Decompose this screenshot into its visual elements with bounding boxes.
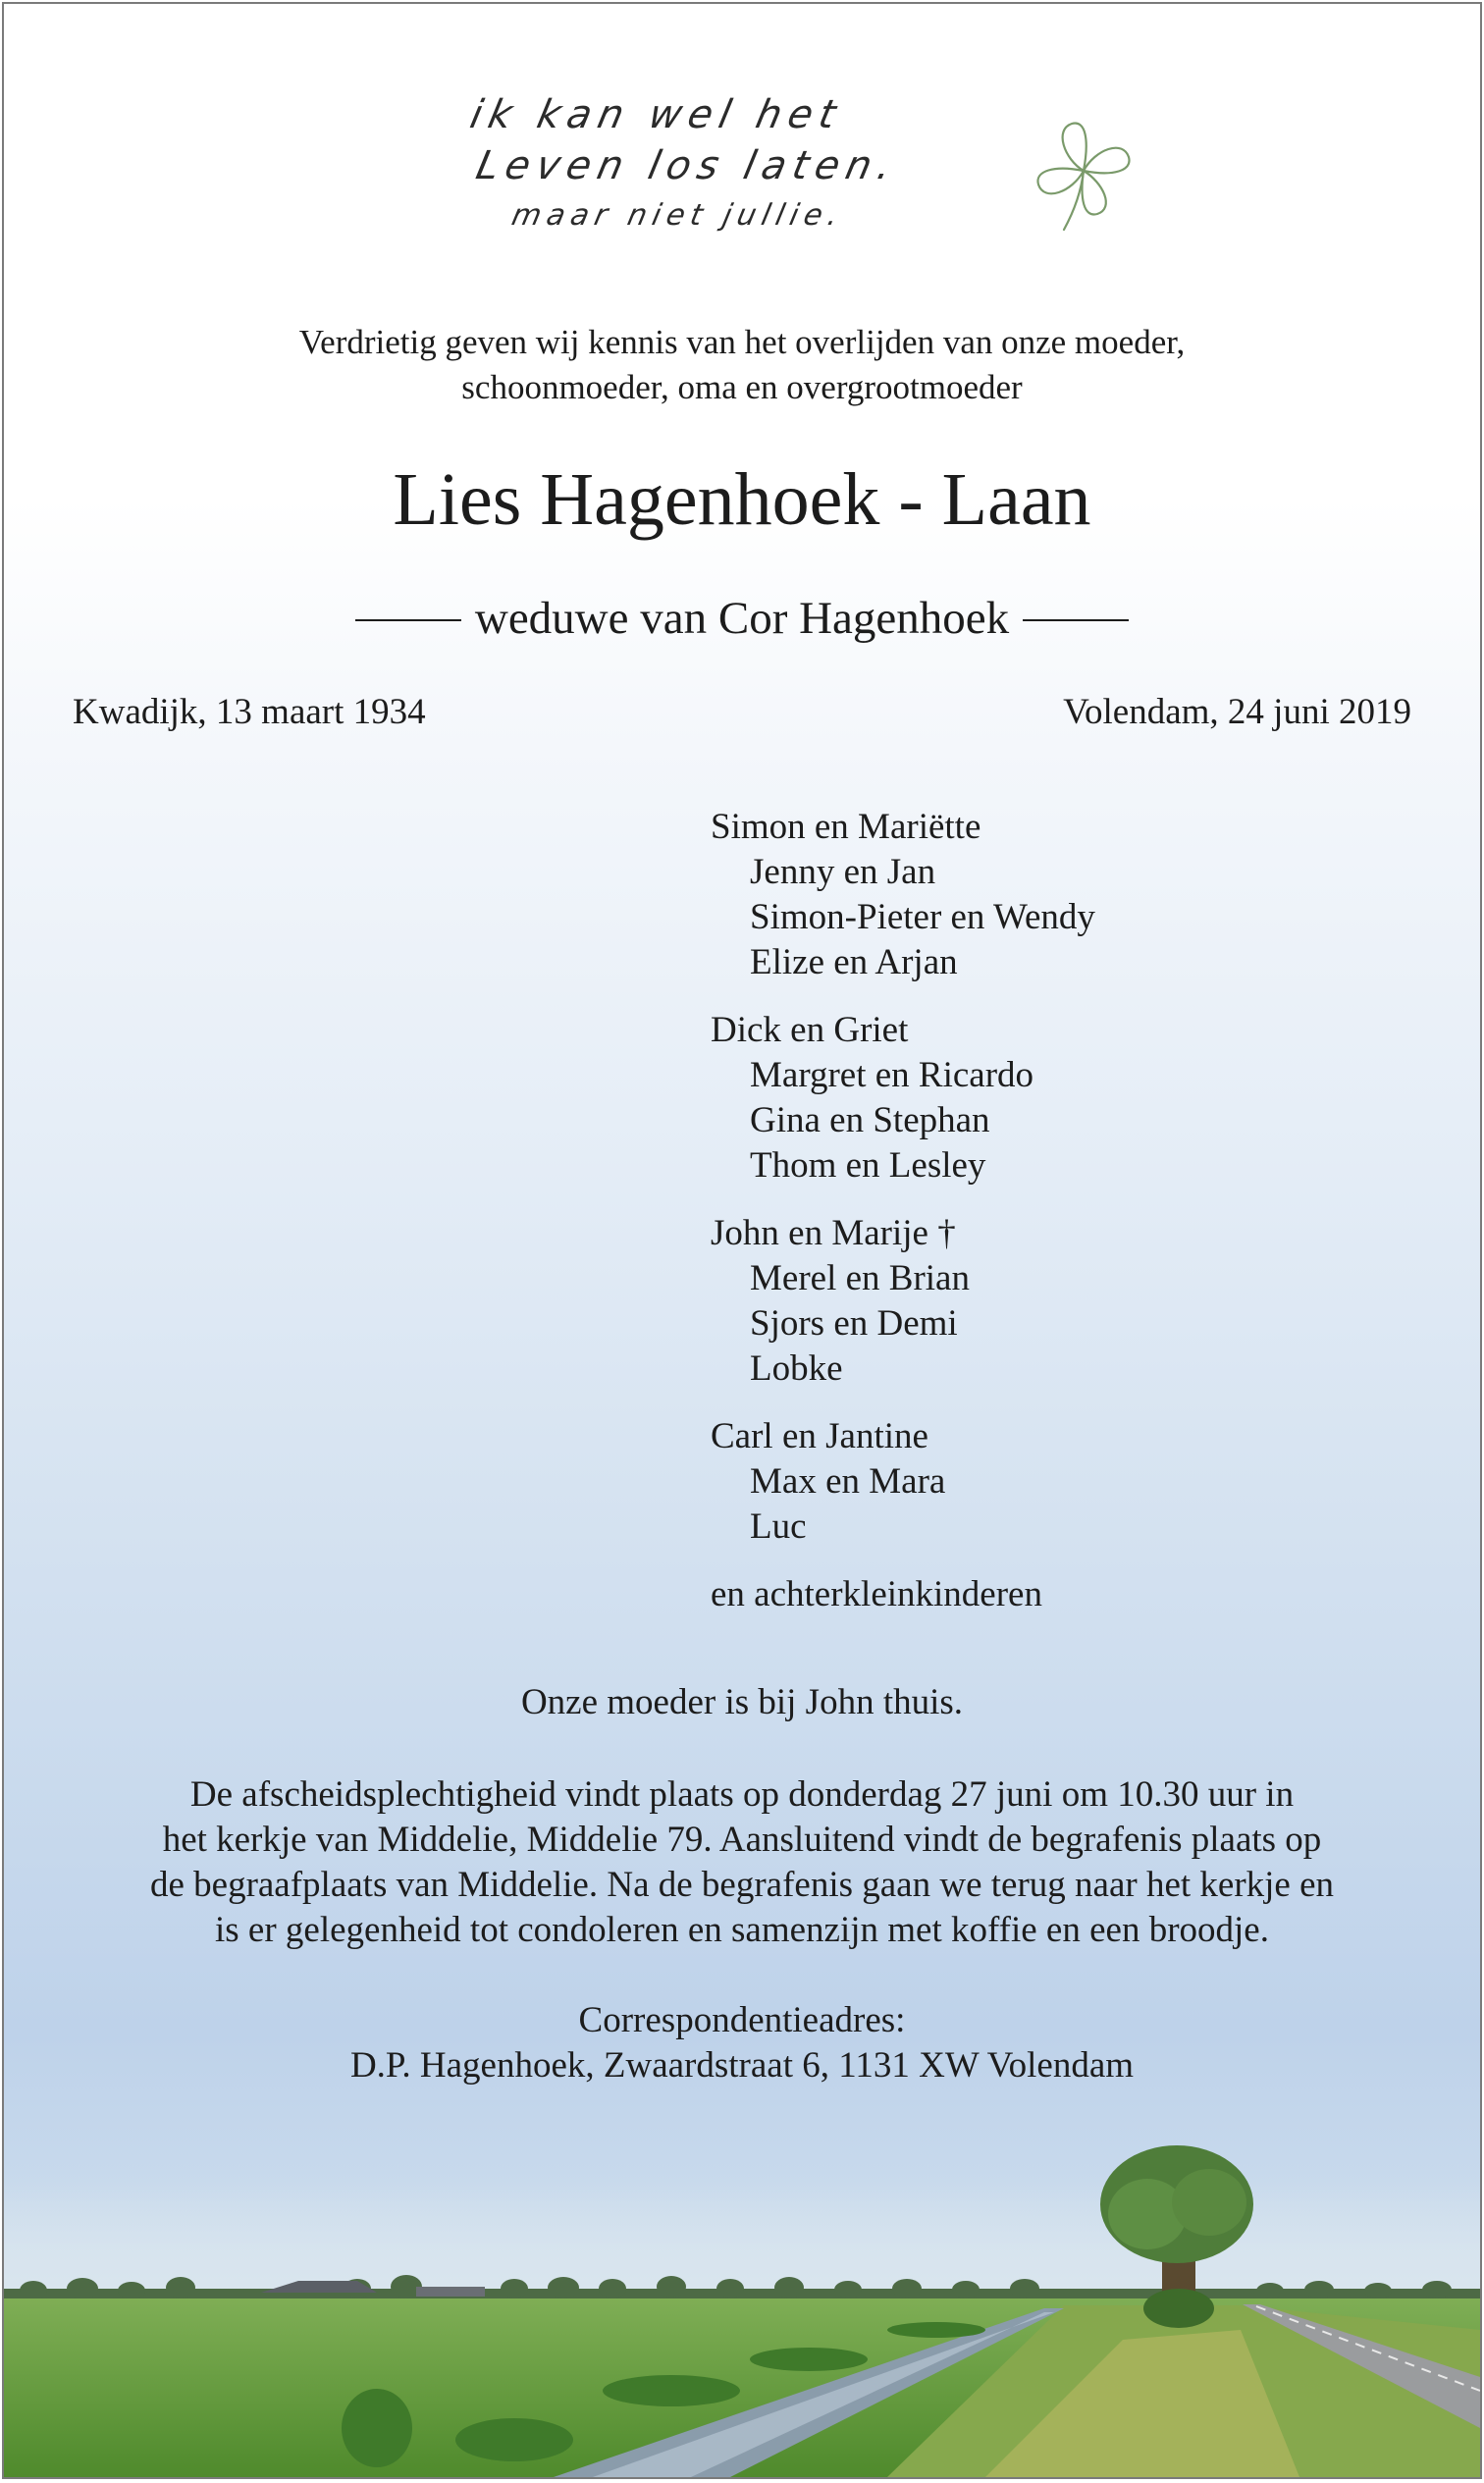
quote-line-1: ik kan wel het <box>466 92 847 137</box>
four-leaf-clover-icon <box>1025 110 1142 238</box>
family-child: Elize en Arjan <box>750 942 958 982</box>
family-group <box>711 1211 1095 1392</box>
family-child: Sjors en Demi <box>750 1303 958 1344</box>
intro-line-2: schoonmoeder, oma en overgrootmoeder <box>461 368 1023 406</box>
family-child: Simon-Pieter en Wendy <box>750 897 1095 937</box>
intro-line-1: Verdrietig geven wij kennis van het overlijden van onze moeder, <box>298 323 1186 361</box>
great-grandchildren-text: en achterkleinkinderen <box>711 1574 1042 1614</box>
right-rule <box>1023 619 1129 621</box>
family-parent: Dick en Griet <box>711 1010 909 1050</box>
service-line-3: de begraafplaats van Middelie. Na de begrafenis gaan we terug naar het kerkje en <box>149 1865 1335 1905</box>
family-child: Jenny en Jan <box>750 852 936 892</box>
birth-place-date: Kwadijk, 13 maart 1934 <box>73 692 426 732</box>
family-group <box>711 805 1095 985</box>
quote-line-2: Leven los laten. <box>472 143 903 188</box>
family-child: Lobke <box>750 1348 843 1389</box>
family-child: Luc <box>750 1506 807 1547</box>
service-line-1: De afscheidsplechtigheid vindt plaats op donderdag 27 juni om 10.30 uur in <box>189 1774 1295 1815</box>
correspondence-address: D.P. Hagenhoek, Zwaardstraat 6, 1131 XW Volendam <box>349 2045 1135 2086</box>
family-group <box>711 1008 1095 1189</box>
obituary-card <box>2 2 1482 2479</box>
intro-text <box>4 320 1480 410</box>
death-place-date: Volendam, 24 juni 2019 <box>1063 692 1411 732</box>
family-parent: Simon en Mariëtte <box>711 807 981 847</box>
family-child: Margret en Ricardo <box>750 1055 1034 1095</box>
family-parent: John en Marije † <box>711 1213 956 1253</box>
family-list <box>711 805 1095 1617</box>
correspondence-block <box>4 1998 1480 2088</box>
polder-landscape-image <box>4 2134 1480 2477</box>
service-line-4: is er gelegenheid tot condoleren en samenzijn met koffie en een broodje. <box>215 1910 1269 1950</box>
widow-text: weduwe van Cor Hagenhoek <box>474 593 1010 644</box>
handwritten-quote <box>455 92 1064 259</box>
family-parent: Carl en Jantine <box>711 1416 928 1456</box>
home-note: Onze moeder is bij John thuis. <box>520 1682 964 1722</box>
family-child: Gina en Stephan <box>750 1100 990 1140</box>
left-rule <box>355 619 461 621</box>
family-child: Merel en Brian <box>750 1258 970 1298</box>
widow-line <box>4 589 1480 648</box>
deceased-name: Lies Hagenhoek - Laan <box>393 458 1091 541</box>
correspondence-label: Correspondentieadres: <box>578 2000 906 2040</box>
family-group <box>711 1414 1095 1550</box>
service-details <box>4 1772 1480 1953</box>
service-line-2: het kerkje van Middelie, Middelie 79. Aansluitend vindt de begrafenis plaats op <box>162 1820 1322 1860</box>
quote-line-3: maar niet jullie. <box>508 198 848 233</box>
family-child: Thom en Lesley <box>750 1145 986 1186</box>
family-child: Max en Mara <box>750 1461 946 1502</box>
